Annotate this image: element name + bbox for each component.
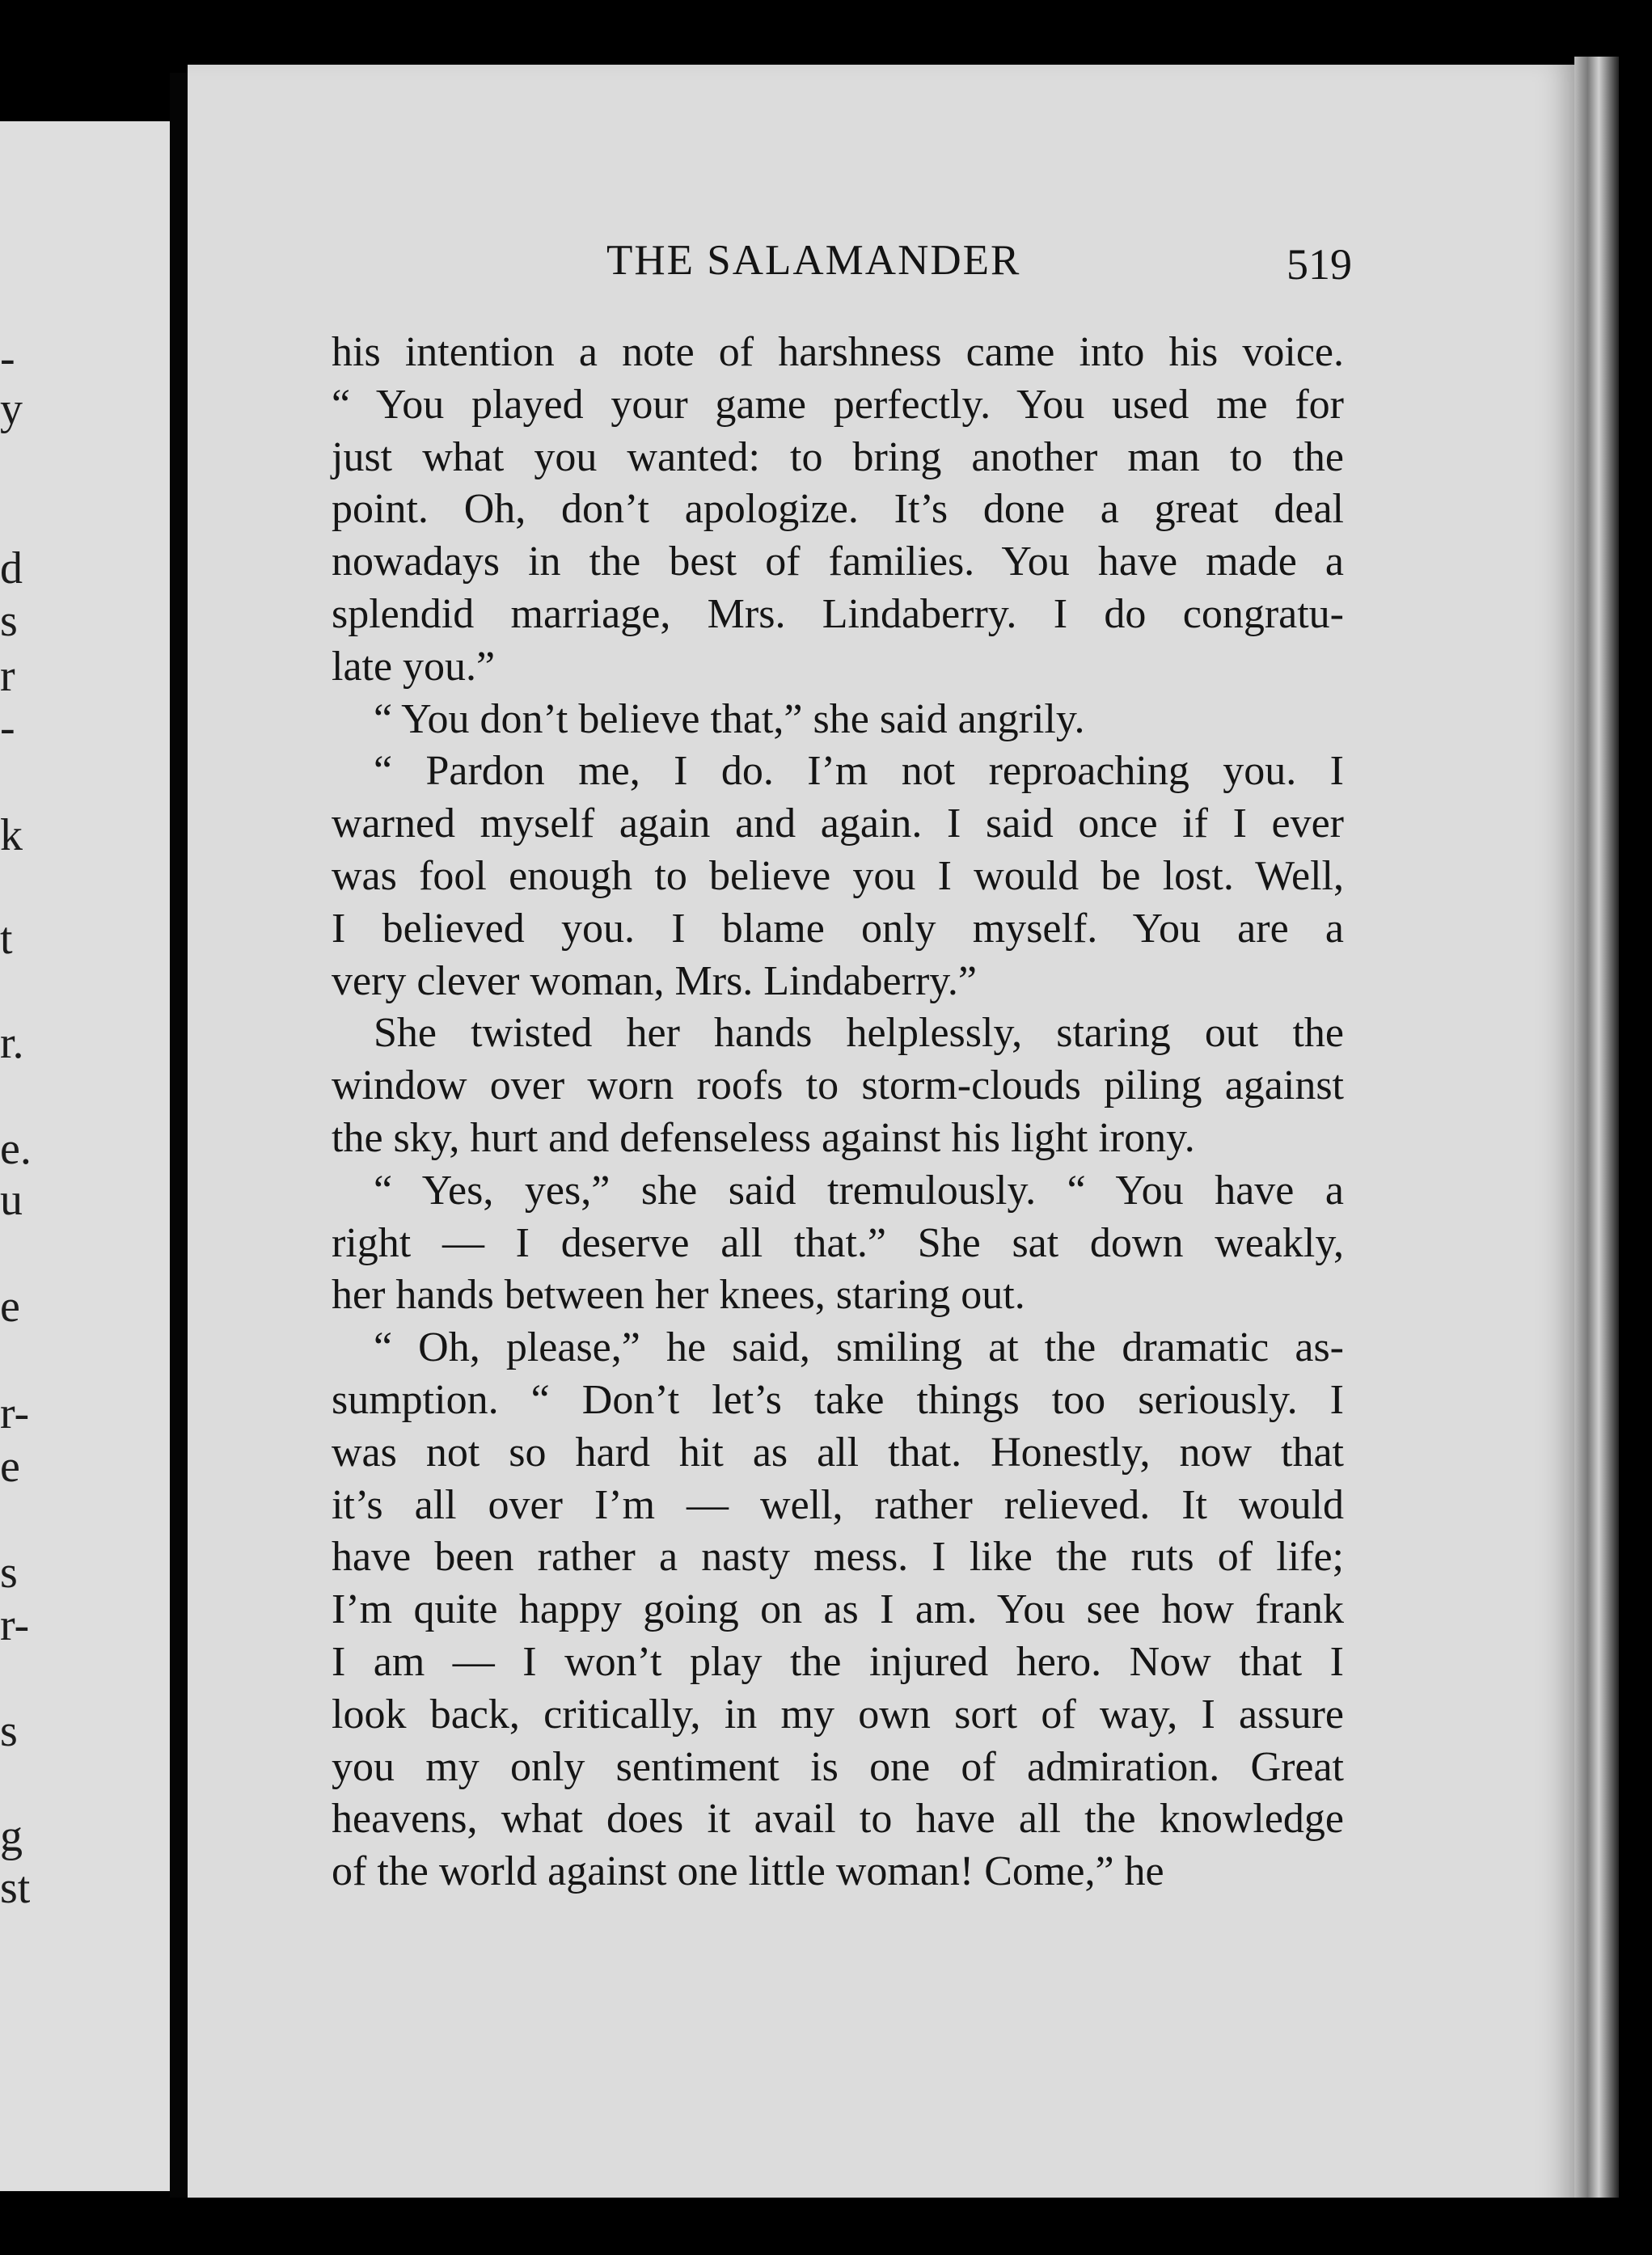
paragraph [332, 1322, 1344, 1898]
facing-page-fragment: r [0, 651, 15, 701]
text-line: window over worn roofs to storm-clouds piling against [332, 1062, 1344, 1109]
running-head: THE SALAMANDER [606, 237, 1021, 284]
text-line: warned myself again and again. I said once if I ever [332, 800, 1344, 847]
facing-page-fragment: g [0, 1811, 23, 1861]
text-line: the sky, hurt and defenseless against his light irony. [332, 1114, 1195, 1161]
text-line: very clever woman, Mrs. Lindaberry.” [332, 957, 977, 1004]
text-line: have been rather a nasty mess. I like the ruts of life; [332, 1534, 1344, 1581]
facing-page-fragment: r- [0, 1388, 30, 1438]
scan-border [0, 2198, 1652, 2255]
facing-page-fragment: t [0, 914, 13, 964]
page-number: 519 [1287, 240, 1352, 289]
text-line: sumption. “ Don’t let’s take things too seriously. I [332, 1376, 1344, 1423]
facing-page-fragment: - [0, 703, 15, 753]
facing-page-fragment: u [0, 1175, 23, 1225]
facing-page-fragment: - [0, 333, 15, 383]
book-gutter [170, 73, 188, 2232]
text-line: She twisted her hands helplessly, staring out the [374, 1010, 1344, 1057]
facing-page-fragment: k [0, 810, 23, 860]
text-line: of the world against one little woman! Come,” he [332, 1848, 1164, 1895]
text-line: late you.” [332, 643, 496, 690]
facing-page-fragment: s [0, 1706, 18, 1756]
facing-page-fragment: r- [0, 1600, 30, 1650]
paragraph [332, 745, 1344, 1007]
text-line: “ Yes, yes,” she said tremulously. “ You have a [374, 1167, 1344, 1214]
facing-page-fragment: st [0, 1863, 31, 1913]
text-line: “ Oh, please,” he said, smiling at the dramatic as- [374, 1324, 1344, 1371]
text-line: his intention a note of harshness came into his voice. [332, 329, 1344, 375]
text-line: “ You played your game perfectly. You used me for [332, 381, 1344, 428]
paragraph [332, 1165, 1344, 1322]
text-line: her hands between her knees, staring out. [332, 1272, 1025, 1319]
text-line: right — I deserve all that.” She sat down weakly, [332, 1219, 1344, 1266]
page-header [332, 236, 1352, 293]
text-line: was fool enough to believe you I would be lost. Well, [332, 852, 1344, 899]
facing-page-fragment: d [0, 543, 23, 593]
facing-page-fragment: r. [0, 1018, 24, 1068]
text-line: look back, critically, in my own sort of way, I assure [332, 1691, 1344, 1738]
text-line: “ Pardon me, I do. I’m not reproaching you. I [374, 748, 1344, 795]
paragraph [332, 327, 1344, 694]
facing-page-fragment: e [0, 1442, 20, 1492]
facing-page-fragment: s [0, 1548, 18, 1598]
facing-page-edge [0, 121, 170, 2191]
facing-page-fragment: e. [0, 1124, 32, 1174]
text-line: I believed you. I blame only myself. You are a [332, 905, 1344, 952]
page-block-edge [1574, 57, 1619, 2232]
paragraph [332, 1007, 1344, 1164]
body-text [332, 327, 1344, 1898]
text-line: you my only sentiment is one of admiration. Great [332, 1743, 1344, 1790]
text-line: it’s all over I’m — well, rather relieved. It would [332, 1481, 1344, 1528]
text-line: point. Oh, don’t apologize. It’s done a great deal [332, 486, 1344, 533]
facing-page-fragment: y [0, 384, 23, 434]
text-line: heavens, what does it avail to have all the knowledge [332, 1796, 1344, 1843]
text-line: I am — I won’t play the injured hero. Now that I [332, 1638, 1344, 1685]
facing-page-fragment: e [0, 1282, 20, 1332]
text-line: “ You don’t believe that,” she said angrily. [374, 695, 1085, 742]
paragraph [332, 694, 1344, 746]
text-line: was not so hard hit as all that. Honestly, now that [332, 1429, 1344, 1476]
text-line: I’m quite happy going on as I am. You see how frank [332, 1586, 1344, 1633]
text-line: nowadays in the best of families. You have made a [332, 538, 1344, 585]
text-line: just what you wanted: to bring another man to the [332, 433, 1344, 480]
text-line: splendid marriage, Mrs. Lindaberry. I do congratu- [332, 590, 1344, 637]
facing-page-fragment: s [0, 596, 18, 646]
